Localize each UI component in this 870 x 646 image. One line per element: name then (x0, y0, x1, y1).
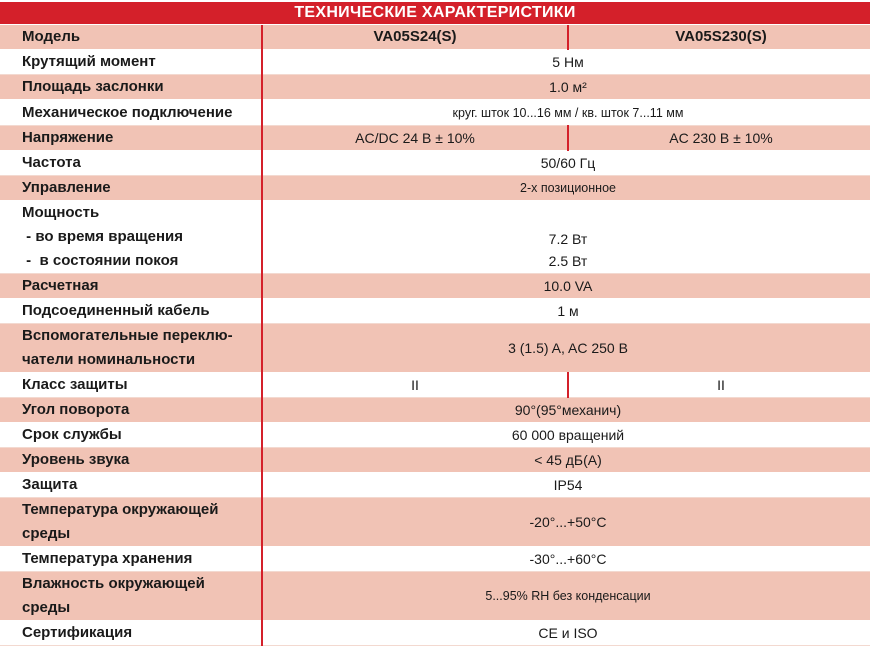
power-value-idle: 2.5 Вт (548, 253, 588, 269)
row-value (262, 201, 870, 274)
row-label: Частота (0, 151, 262, 176)
row-value: круг. шток 10...16 мм / кв. шток 7...11 мм (262, 100, 870, 126)
row-value: 2-х позиционное (262, 176, 870, 201)
ambient-label-line-1: Температура окружающей (22, 501, 219, 518)
row-label (0, 201, 262, 274)
row-value: 5...95% RH без конденсации (262, 572, 870, 621)
row-value: CE и ISO (262, 621, 870, 646)
row-label: Сертификация (0, 621, 262, 646)
row-value-1: AC/DC 24 В ± 10% (262, 126, 568, 151)
row-value: -20°...+50°C (262, 498, 870, 547)
row-value: IP54 (262, 473, 870, 498)
table-row-cert (0, 621, 870, 646)
row-value-1: II (262, 373, 568, 398)
row-value: 5 Нм (262, 50, 870, 75)
power-sub-rotation: - во время вращения (22, 228, 183, 245)
table-row-ip (0, 473, 870, 498)
model-1: VA05S24(S) (262, 25, 568, 50)
row-label: Расчетная (0, 274, 262, 299)
table-row-rotation (0, 398, 870, 423)
humidity-label-line-1: Влажность окружающей (22, 575, 205, 592)
row-value: 1.0 м² (262, 75, 870, 100)
ambient-label-line-2: среды (22, 525, 71, 542)
row-value-2: II (568, 373, 870, 398)
table-row-protection-class (0, 373, 870, 398)
row-label: Класс защиты (0, 373, 262, 398)
page-title: ТЕХНИЧЕСКИЕ ХАРАКТЕРИСТИКИ (0, 2, 870, 24)
table-row-ambient-temp (0, 498, 870, 547)
table-row-mech (0, 100, 870, 126)
row-value: 1 м (262, 299, 870, 324)
row-value: 90°(95°механич) (262, 398, 870, 423)
power-sub-idle: - в состоянии покоя (22, 252, 179, 269)
row-value: -30°...+60°C (262, 547, 870, 572)
table-row-power (0, 201, 870, 274)
table-row-frequency (0, 151, 870, 176)
humidity-label-line-2: среды (22, 599, 71, 616)
table-row-area (0, 75, 870, 100)
row-label: Управление (0, 176, 262, 201)
row-label: Угол поворота (0, 398, 262, 423)
table-row-model (0, 25, 870, 50)
table-row-aux (0, 324, 870, 373)
row-label: Температура хранения (0, 547, 262, 572)
table-row-torque (0, 50, 870, 75)
power-label: Мощность (22, 204, 100, 221)
row-value: 10.0 VA (262, 274, 870, 299)
row-label: Модель (0, 25, 262, 50)
row-label: Срок службы (0, 423, 262, 448)
row-value: 60 000 вращений (262, 423, 870, 448)
table-row-noise (0, 448, 870, 473)
row-label: Подсоединенный кабель (0, 299, 262, 324)
aux-label-line-1: Вспомогательные переклю- (22, 327, 233, 344)
spec-table (0, 25, 870, 646)
row-value: 3 (1.5) A, AC 250 В (262, 324, 870, 373)
row-value: 50/60 Гц (262, 151, 870, 176)
row-label (0, 498, 262, 547)
row-value: < 45 дБ(A) (262, 448, 870, 473)
row-label (0, 324, 262, 373)
row-label (0, 572, 262, 621)
table-row-cable (0, 299, 870, 324)
table-row-storage-temp (0, 547, 870, 572)
power-value-rotation: 7.2 Вт (548, 231, 588, 247)
row-label: Уровень звука (0, 448, 262, 473)
aux-label-line-2: чатели номинальности (22, 351, 196, 368)
table-row-control (0, 176, 870, 201)
row-label: Крутящий момент (0, 50, 262, 75)
table-row-rated (0, 274, 870, 299)
table-row-voltage (0, 126, 870, 151)
row-label: Механическое подключение (0, 100, 262, 126)
row-value-2: AC 230 В ± 10% (568, 126, 870, 151)
table-row-lifetime (0, 423, 870, 448)
table-row-humidity (0, 572, 870, 621)
row-label: Площадь заслонки (0, 75, 262, 100)
model-2: VA05S230(S) (568, 25, 870, 50)
row-label: Защита (0, 473, 262, 498)
row-label: Напряжение (0, 126, 262, 151)
